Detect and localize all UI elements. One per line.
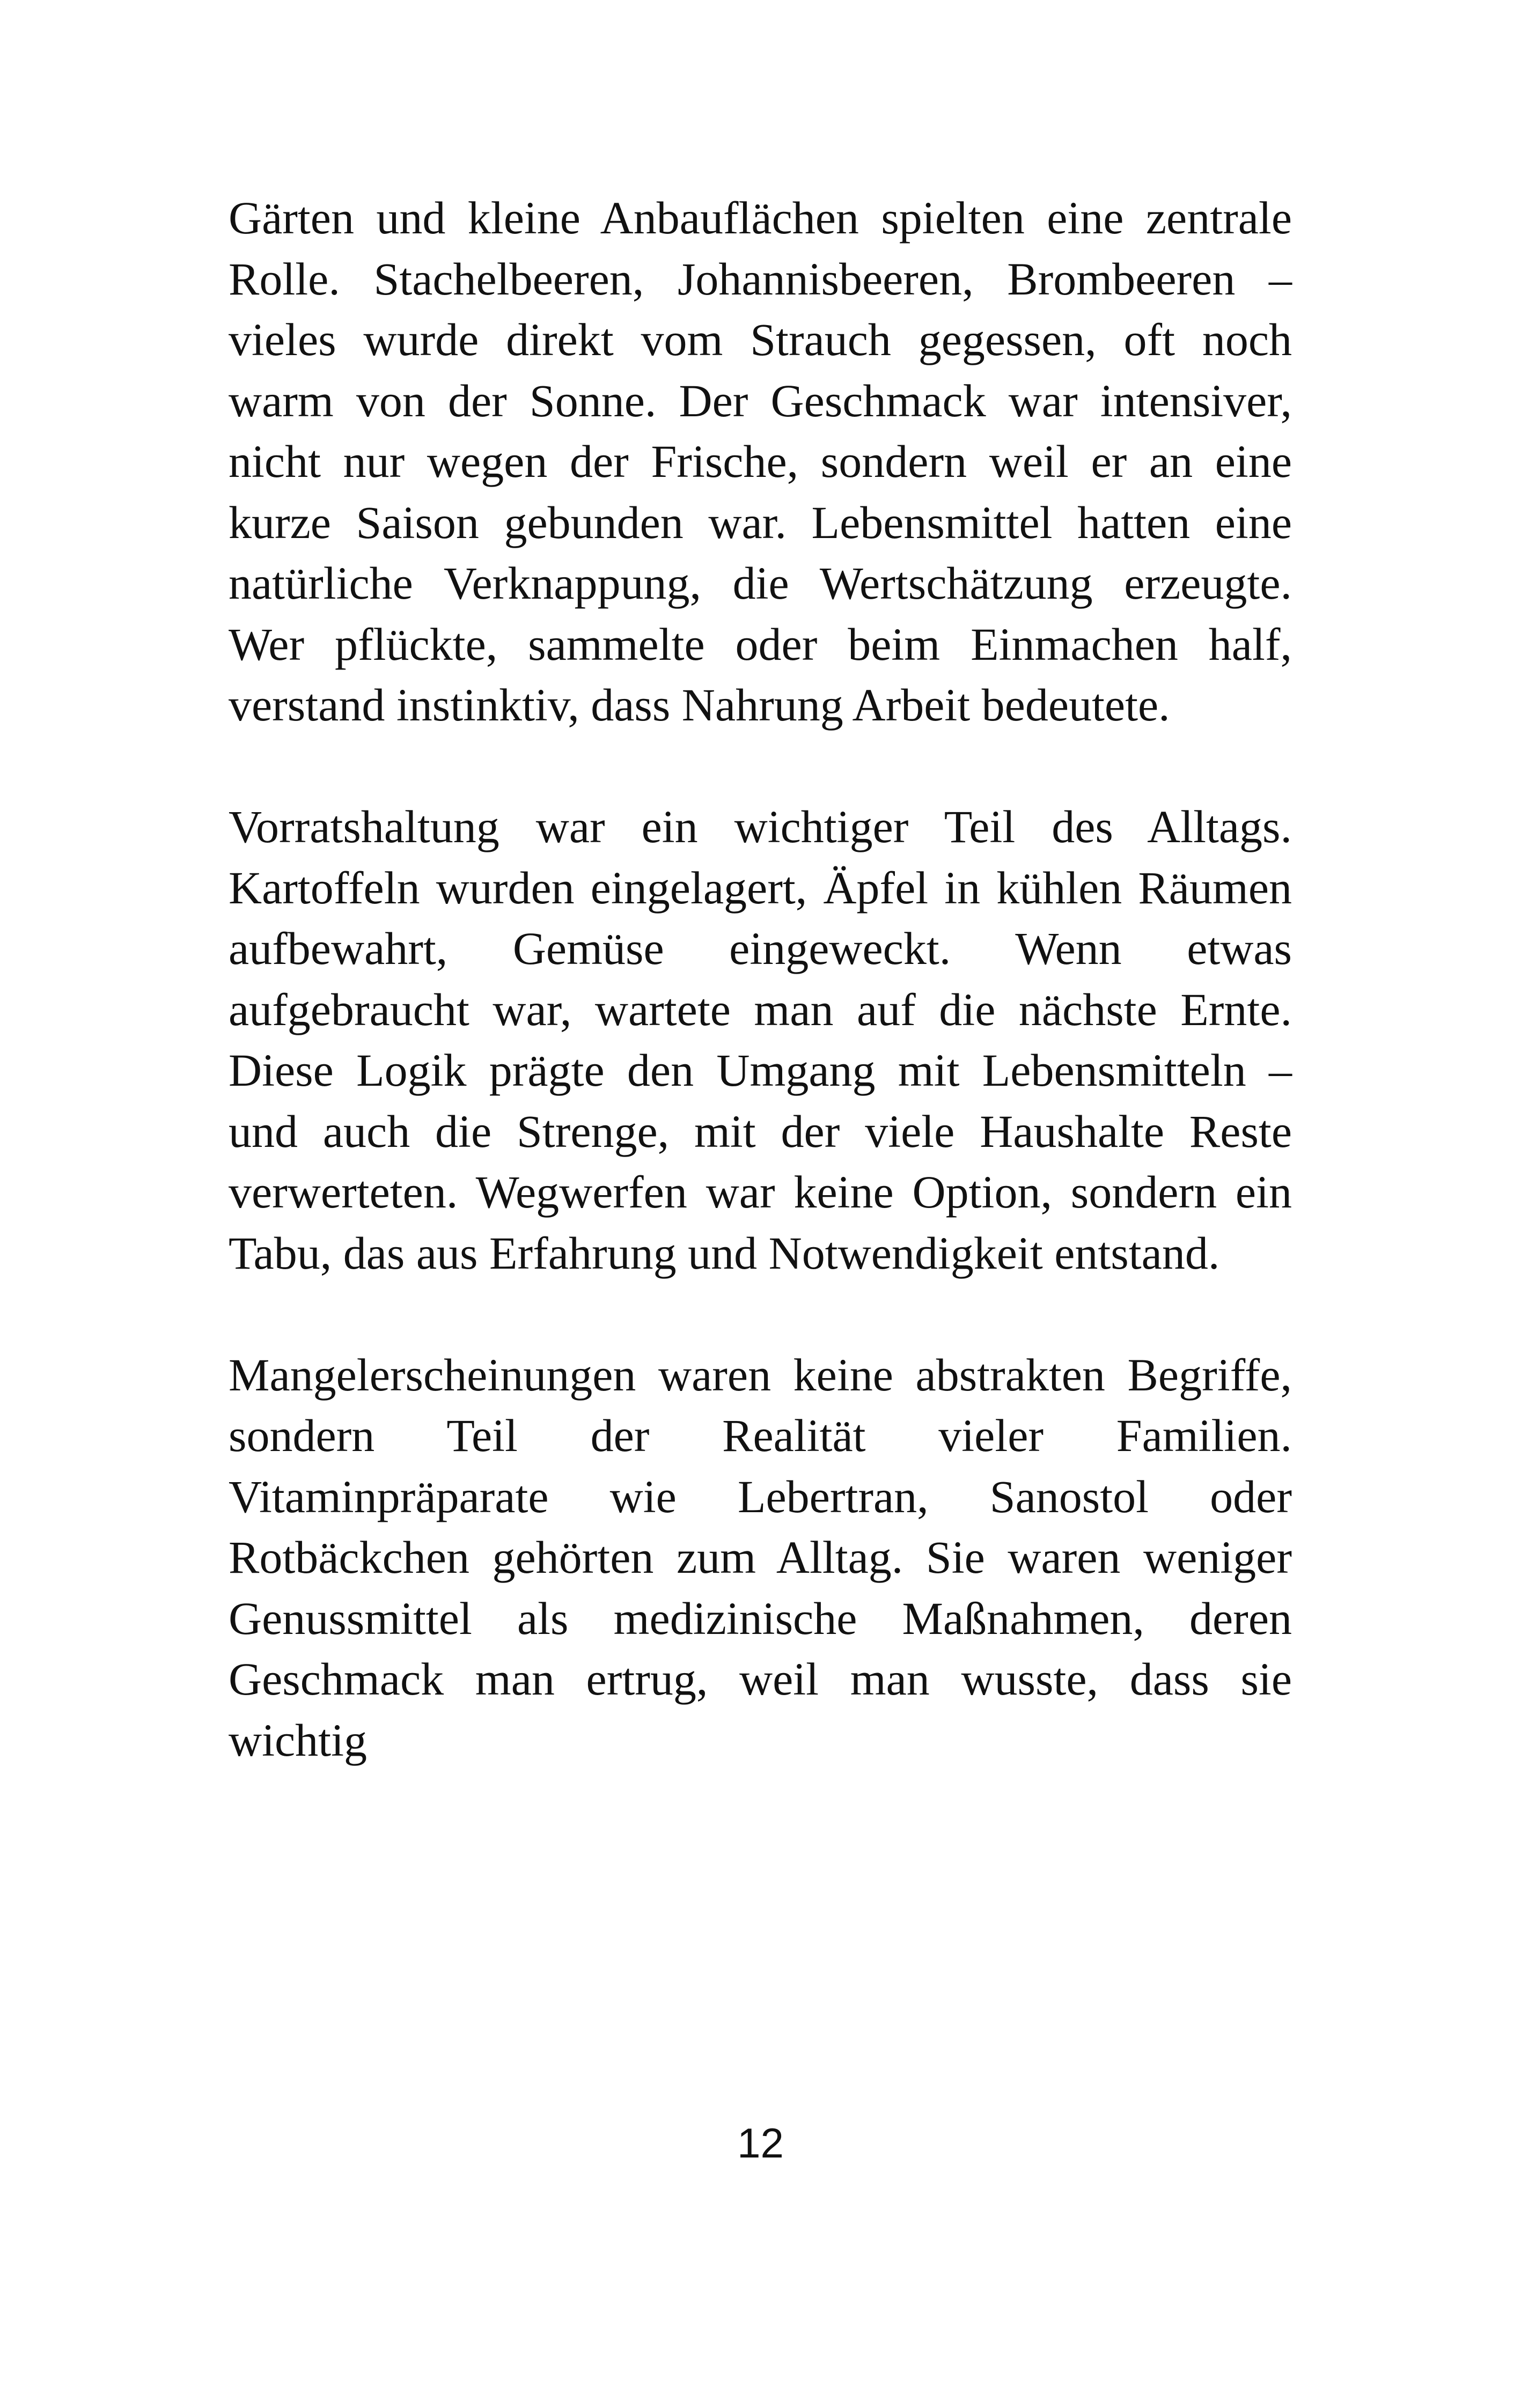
page-number: 12 (737, 2119, 784, 2167)
paragraph-storage: Vorratshaltung war ein wichtiger Teil des Alltags. Kartoffeln wurden eingelagert, Äpfel in kühlen Räumen aufbewahrt, Gemüse eingeweckt. Wenn etwas aufgebraucht war, wartete man auf die nächste Ernte. Diese Logik prägte den Umgang mit Lebensmitteln – und auch die Strenge, mit der viele Haushalte Reste verwerteten. Wegwerfen war keine Option, sondern ein Tabu, das aus Erfahrung und Notwendigkeit entstand. (229, 801, 1292, 1279)
paragraph-deficiency: Mangelerscheinungen waren keine abstrakten Begriffe, sondern Teil der Realität vieler Familien. Vitaminpräparate wie Lebertran, Sanostol oder Rotbäckchen gehörten zum Alltag. Sie waren weniger Genussmittel als medizinische Maßnahmen, deren Geschmack man ertrug, weil man wusste, dass sie wichtig (229, 1349, 1292, 1766)
paragraph-gardens: Gärten und kleine Anbauflächen spielten eine zentrale Rolle. Stachelbeeren, Johannisbeeren, Brombeeren – vieles wurde direkt vom Strauch gegessen, oft noch warm von der Sonne. Der Geschmack war intensiver, nicht nur wegen der Frische, sondern weil er an eine kurze Saison gebunden war. Lebensmittel hatten eine natürliche Verknappung, die Wertschätzung erzeugte. Wer pflückte, sammelte oder beim Einmachen half, verstand instinktiv, dass Nahrung Arbeit bedeutete. (229, 192, 1292, 731)
body-text (229, 188, 1292, 1771)
